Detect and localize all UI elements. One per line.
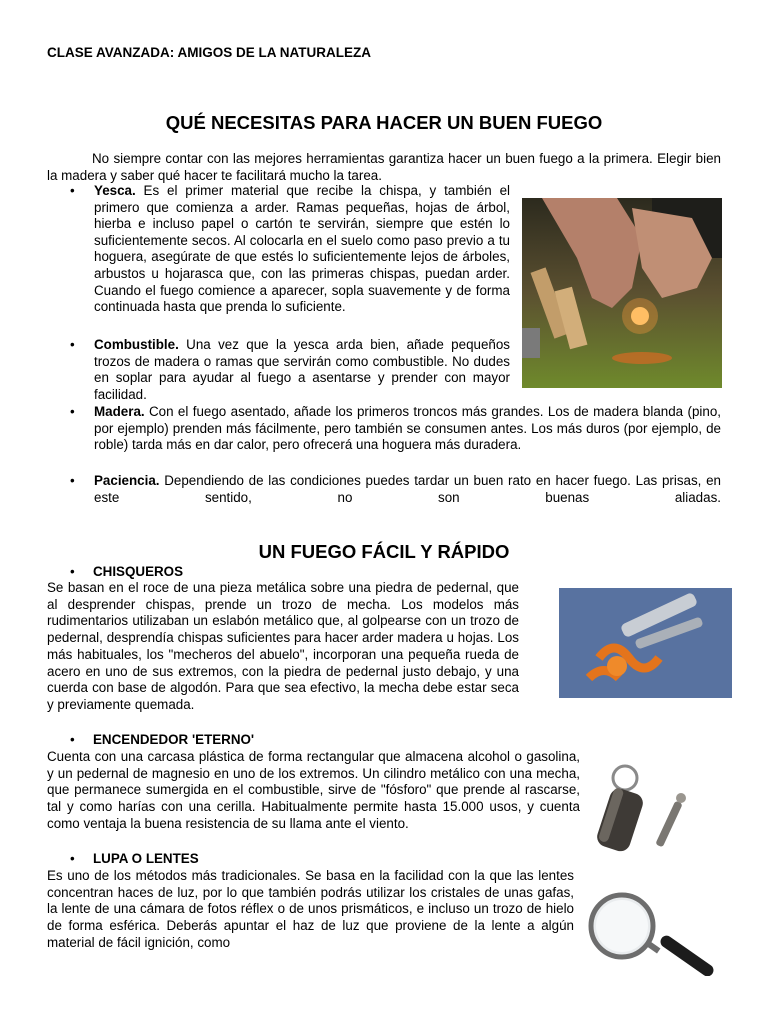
title-easy-fire: UN FUEGO FÁCIL Y RÁPIDO [258,541,510,562]
heading-lupa-label: LUPA O LENTES [93,851,199,866]
list-item-madera [70,404,721,454]
text-combustible: Una vez que la yesca arda bien, añade pequeños trozos de madera o ramas que servirán como combustible. No dudes en soplar para ayudar al fuego a asentarse y prender con mayor facilidad. [94,337,510,402]
list-item-combustible [70,337,510,403]
text-yesca: Es el primer material que recibe la chispa, y también el primero que comienza a arder. Ramas pequeñas, hojas de árbol, hierba e incluso papel o cartón te servirán, siempre que estén lo suficientemente secos. Al colocarla en el suelo como paso previo a tu hoguera, asegúrate de que estés lo suficientemente lejos de árboles, arbustos u hojarasca que, con las primeras chispas, puedan arder. Cuando el fuego comience a aparecer, sopla suavemente y de forma continuada hasta que prenda lo suficiente. [94,183,510,315]
bullet: • [70,473,75,488]
bullet: • [70,183,75,198]
bullet-list-paciencia [70,473,721,506]
heading-chisqueros-label: CHISQUEROS [93,564,184,579]
text-lupa: Es uno de los métodos más tradicionales. Se basa en la facilidad con la que las lentes concentran haces de luz, por lo que también podrás utilizar los cristales de unas gafas, la lente de una cámara de fotos réflex o de unos prismáticos, e incluso un trozo de hielo de forma esférica. Deberás apuntar el haz de luz que proviene de la lente a algún material de fácil ignición, como [47,868,574,950]
photo-flint-lighter [559,588,732,698]
text-chisqueros: Se basan en el roce de una pieza metálica sobre una piedra de pedernal, que al desprender chispas, prende un trozo de mecha. Los modelos más rudimentarios utilizaban un eslabón metálico que, al golpearse con un trozo de pedernal, desprendía chispas suficientes para hacer arder madera u hojas. Los más habituales, los "mecheros del abuelo", incorporan una pequeña rueda de acero en uno de sus extremos, con la piedra de pedernal justo debajo, y una cuerda con base de algodón. Para que sea efectivo, la mecha debe estar seca y previamente quemada. [47,580,519,712]
photo-eternal-lighter [593,760,708,858]
text-paciencia: Dependiendo de las condiciones puedes tardar un buen rato en hacer fuego. Las prisas, en este sentido, no son buenas aliadas. [94,473,721,505]
intro-paragraph: No siempre contar con las mejores herramientas garantiza hacer un buen fuego a la primera. Elegir bien la madera y saber qué hacer te facilitará mucho la tarea. [47,151,721,183]
text-madera: Con el fuego asentado, añade los primeros troncos más grandes. Los de madera blanda (pino, por ejemplo) prenden más fácilmente, pero también se consumen antes. Los más duros (por ejemplo, de roble) tarda más en dar calor, pero ofrecerá una hoguera más duradera. [94,404,721,453]
heading-lupa [70,851,199,866]
bullet: • [70,337,75,352]
heading-encendedor-label: ENCENDEDOR 'ETERNO' [93,732,255,747]
bullet: • [70,564,75,579]
bullet: • [70,732,75,747]
document-header: CLASE AVANZADA: AMIGOS DE LA NATURALEZA [47,45,371,60]
list-item-paciencia [70,473,721,506]
heading-encendedor [70,732,255,747]
bullet: • [70,404,75,419]
heading-chisqueros [70,564,184,579]
list-item-yesca [70,183,510,316]
title-good-fire: QUÉ NECESITAS PARA HACER UN BUEN FUEGO [165,112,603,133]
term-combustible: Combustible. [94,337,179,352]
term-yesca: Yesca. [94,183,136,198]
bullet: • [70,851,75,866]
term-madera: Madera. [94,404,145,419]
bullet-list-yesca [70,183,510,316]
bullet-list-combustible [70,337,510,403]
photo-fire-starting [522,198,722,388]
photo-magnifying-glass [584,888,722,976]
text-encendedor: Cuenta con una carcasa plástica de forma rectangular que almacena alcohol o gasolina, y un pedernal de magnesio en uno de los extremos. Un cilindro metálico con una mecha, que permanece sumergida en el combustible, sirve de "fósforo" que prende al rascarse, tal y como harías con una cerilla. Habitualmente permite hasta 15.000 usos, y cuenta como ventaja la buena resistencia de su llama ante el viento. [47,749,580,831]
term-paciencia: Paciencia. [94,473,160,488]
bullet-list-madera [70,404,721,454]
